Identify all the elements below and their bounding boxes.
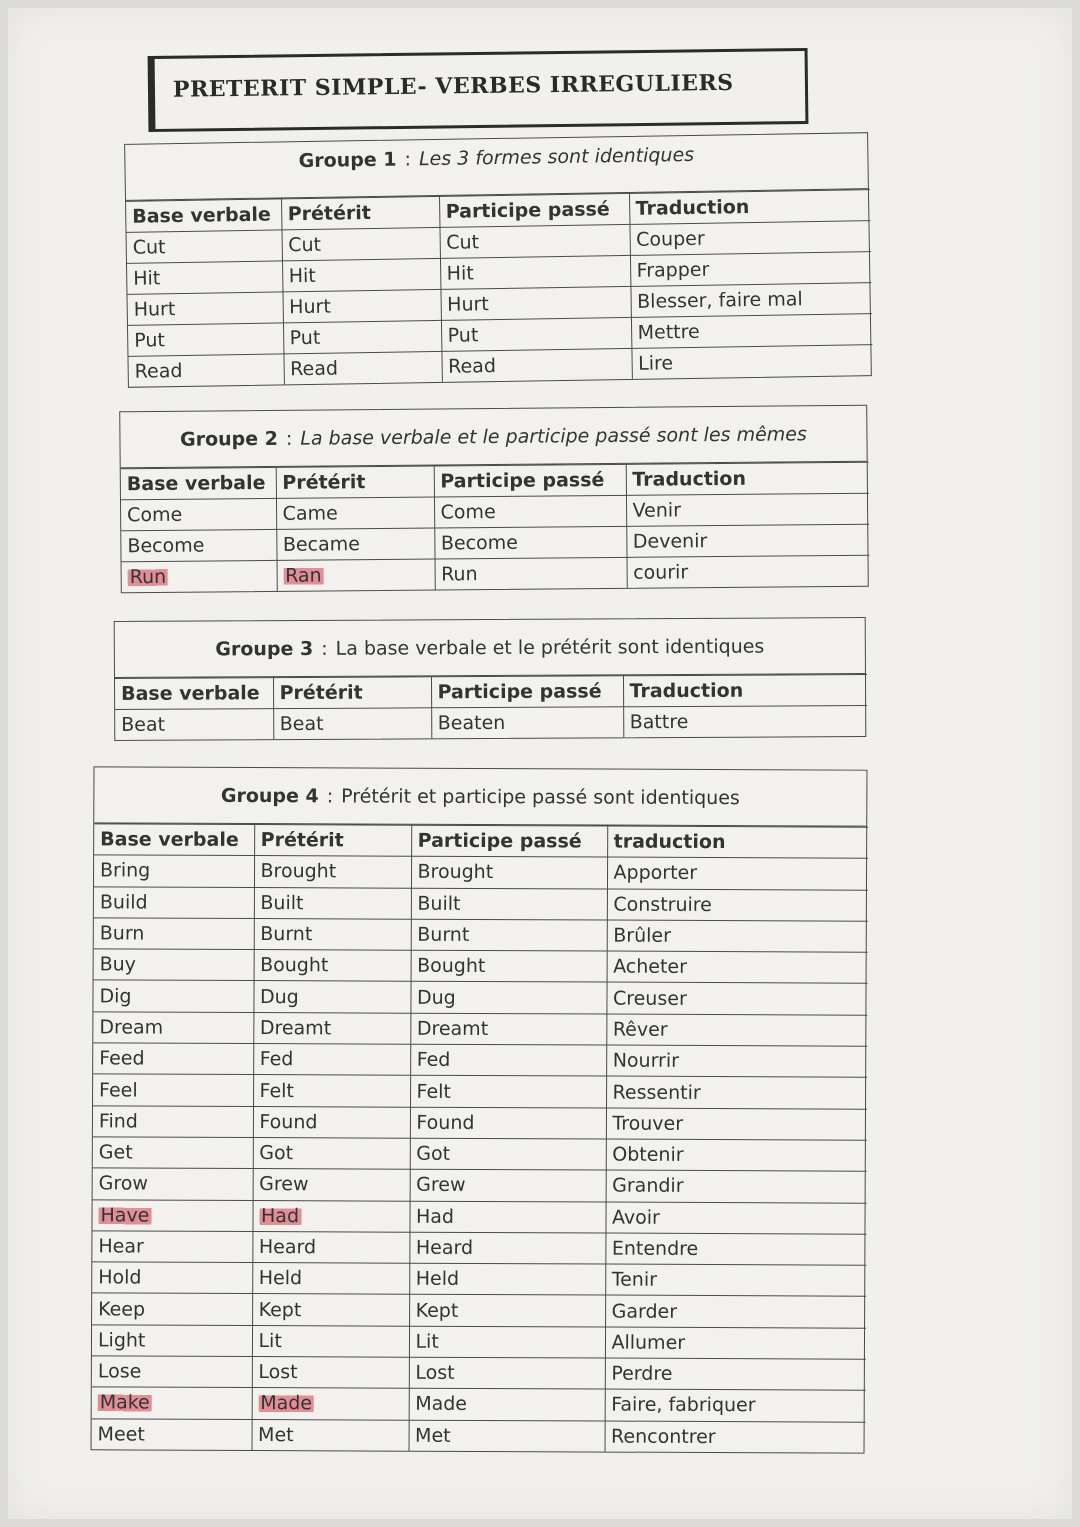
table-cell [252,1231,409,1263]
table-cell [253,981,410,1013]
table-cell [606,1170,867,1202]
table-cell [409,1420,605,1452]
group-description: Les 3 formes sont identiques [418,143,695,171]
table-cell [431,707,623,739]
cell-text: Dig [99,984,132,1008]
table-cell [283,320,441,353]
cell-text: Entendre [611,1237,699,1260]
table-cell [253,1012,410,1044]
cell-text: Brought [417,861,494,884]
table-row [93,1137,867,1172]
table-row [93,1168,867,1203]
cell-text: Held [415,1268,460,1291]
column-header: Base verbale [121,467,276,499]
cell-text: Put [134,329,166,352]
group-label: Groupe 2 [179,427,279,451]
table-cell [253,1044,410,1076]
table-cell [93,1168,253,1200]
table-cell [410,1138,606,1170]
table-row [122,555,870,592]
table-cell [605,1389,866,1421]
cell-text: Battre [629,710,689,734]
verb-table [115,674,867,740]
cell-text: Grew [416,1174,466,1197]
table-cell [605,1421,866,1453]
cell-text: Ran [285,564,322,587]
cell-text: Felt [416,1080,451,1103]
table-cell [254,887,411,919]
cell-text: Feed [99,1047,145,1070]
column-header: Participe passé [434,464,626,497]
table-cell [253,1106,410,1138]
table-cell [607,920,868,952]
cell-text: Venir [632,499,682,522]
table-cell [252,1325,409,1357]
cell-text: Avoir [611,1206,660,1229]
cell-text: Bring [99,859,151,883]
cell-text: Rêver [612,1018,668,1041]
cell-text: Light [97,1329,146,1352]
table-cell [254,856,411,888]
cell-text: Blesser, faire mal [637,288,803,313]
table-cell [121,498,276,530]
cell-text: Burnt [260,923,313,946]
table-cell [92,1387,252,1419]
table-cell [630,252,871,287]
cell-text: Hurt [447,293,489,316]
cell-text: Heard [415,1236,474,1259]
cell-text: Dream [99,1016,164,1039]
cell-text: Burn [99,922,145,945]
column-header: Traduction [623,675,867,707]
cell-text: Nourrir [612,1049,680,1073]
cell-text: Lost [415,1361,455,1385]
table-row [94,886,868,921]
cell-text: Had [260,1204,300,1227]
table-cell [441,317,631,351]
table-cell [94,949,254,981]
cell-text: Keep [98,1297,146,1321]
group-description: La base verbale et le participe passé sont les mêmes [300,422,807,450]
column-header: Participe passé [439,193,629,227]
table-cell [252,1388,409,1420]
verb-table [92,823,869,1452]
table-row [92,1231,866,1266]
table-cell [93,1043,253,1075]
cell-text: Heard [258,1236,317,1259]
cell-text: Rencontrer [611,1425,716,1448]
cell-text: Obtenir [612,1143,684,1167]
table-cell [607,857,868,889]
cell-text: Made [260,1392,313,1415]
table-cell [607,951,868,983]
table-cell [127,230,282,263]
column-header: Traduction [626,462,869,495]
cell-text: Burnt [417,923,470,946]
cell-text: Acheter [613,955,687,979]
table-cell [410,1013,606,1045]
cell-text: Have [100,1204,150,1227]
table-cell [626,524,869,557]
table-cell [127,261,282,294]
cell-text: Felt [259,1079,294,1102]
cell-text: Met [415,1424,451,1447]
cell-text: Lire [637,352,674,375]
column-header: Base verbale [94,824,254,856]
cell-text: Come [440,500,496,524]
group-4-table [91,766,868,1453]
cell-text: Make [99,1391,150,1415]
table-cell [409,1389,605,1421]
table-cell [92,1418,252,1449]
cell-text: Become [440,531,518,555]
cell-text: Put [447,324,479,347]
table-cell [128,354,283,387]
group-label: Groupe 3 [215,637,314,660]
table-row [93,980,867,1015]
cell-text: Beat [279,712,324,736]
group-heading [120,406,866,469]
group-separator: : [321,637,328,660]
cell-text: Buy [99,953,137,976]
cell-text: Run [441,563,478,586]
table-cell [439,224,629,258]
table-row [92,1262,866,1297]
table-cell [606,1014,867,1046]
table-cell [411,950,607,982]
cell-text: Became [282,533,361,556]
table-cell [253,1075,410,1107]
table-cell [122,560,277,592]
column-header: Participe passé [431,676,623,708]
cell-text: Found [259,1110,318,1134]
verb-table [126,189,873,387]
table-cell [254,950,411,982]
table-cell [623,706,867,738]
cell-text: Bought [417,955,486,978]
cell-text: Built [417,892,461,915]
table-cell [411,856,607,888]
table-cell [276,497,434,529]
table-cell [409,1232,605,1264]
cell-text: Tenir [611,1268,658,1292]
cell-text: Creuser [612,987,687,1010]
cell-text: Cut [132,236,166,259]
table-cell [606,1076,867,1108]
group-separator: : [326,784,334,807]
column-header: Base verbale [126,199,281,232]
table-cell [605,1264,866,1296]
table-cell [92,1231,252,1263]
cell-text: Dreamt [259,1016,332,1040]
table-cell [92,1293,252,1325]
cell-text: Made [415,1393,468,1416]
group-separator: : [285,427,293,450]
cell-text: Dreamt [416,1017,489,1040]
table-cell [254,918,411,950]
table-cell [409,1326,605,1358]
table-cell [605,1296,866,1328]
cell-text: Brûler [613,924,671,947]
table-header-row [115,675,867,710]
table-cell [605,1233,866,1265]
table-row [94,949,868,984]
table-row [92,1325,866,1360]
table-cell [410,1076,606,1108]
group-label: Groupe 1 [298,148,397,173]
table-cell [92,1199,252,1231]
cell-text: Dug [416,986,456,1009]
group-heading [94,767,866,826]
table-cell [253,1137,410,1169]
table-cell [93,1074,253,1106]
group-label: Groupe 4 [220,784,319,807]
cell-text: Had [415,1205,455,1228]
cell-text: Hit [133,267,161,290]
cell-text: Grandir [612,1174,684,1198]
table-row [93,1105,867,1140]
cell-text: Cut [446,231,480,254]
cell-text: Fed [259,1048,294,1071]
group-description: Prétérit et participe passé sont identiques [341,784,740,809]
cell-text: Grew [259,1173,309,1196]
cell-text: Allumer [611,1331,686,1354]
table-cell [128,323,283,356]
table-cell [282,258,440,291]
table-cell [409,1201,605,1233]
group-heading [115,618,865,678]
cell-text: Kept [258,1298,302,1321]
table-cell [94,886,254,918]
table-cell [115,709,273,740]
table-cell [93,1012,253,1044]
cell-text: Frapper [636,258,710,282]
cell-text: Dug [259,985,299,1008]
group-1-table [124,132,872,388]
table-row [115,706,867,740]
table-cell [434,495,626,528]
table-row [92,1418,866,1452]
column-header: Participe passé [411,825,607,857]
cell-text: Hit [446,262,474,285]
table-row [94,918,868,953]
table-cell [440,286,630,320]
table-cell [93,1137,253,1169]
verb-table [121,462,870,593]
table-cell [411,888,607,920]
cell-text: Faire, fabriquer [611,1394,756,1417]
table-row [92,1293,866,1328]
cell-text: courir [633,561,689,584]
table-cell [409,1263,605,1295]
table-cell [630,283,871,318]
cell-text: Beat [121,713,166,736]
table-cell [253,1169,410,1201]
cell-text: Got [416,1142,451,1165]
cell-text: Kept [415,1299,459,1322]
cell-text: Read [134,359,183,383]
cell-text: Mettre [637,320,700,344]
table-row [93,1074,867,1109]
cell-text: Become [127,534,205,558]
table-cell [283,351,441,384]
cell-text: Hurt [133,298,176,321]
table-cell [252,1357,409,1389]
cell-text: Hurt [289,295,331,319]
title-box [148,48,809,132]
cell-text: Held [258,1267,303,1290]
cell-text: Find [98,1110,138,1133]
table-cell [252,1294,409,1326]
cell-text: Came [282,502,338,525]
table-cell [94,855,254,887]
table-row [92,1199,866,1234]
table-cell [92,1262,252,1294]
column-header: Base verbale [115,678,273,710]
cell-text: Lost [258,1361,298,1384]
cell-text: Lose [97,1360,142,1383]
column-header: traduction [607,826,868,858]
table-cell [410,1044,606,1076]
group-2-table [119,405,869,594]
document-page [8,8,1072,1519]
cell-text: Cut [288,233,322,257]
table-cell [629,221,870,256]
cell-text: Lit [415,1330,439,1353]
table-cell [252,1419,409,1450]
cell-text: Bought [260,954,329,977]
column-header: Prétérit [276,466,434,498]
cell-text: Read [290,357,339,381]
table-cell [440,255,630,289]
cell-text: Ressentir [612,1081,701,1104]
group-description: La base verbale et le prétérit sont identiques [335,635,765,660]
cell-text: Feel [99,1078,138,1102]
table-cell [607,889,868,921]
table-cell [411,919,607,951]
table-cell [606,1108,867,1140]
table-cell [605,1358,866,1390]
table-cell [282,227,440,260]
table-cell [93,980,253,1012]
table-cell [409,1357,605,1389]
table-cell [410,982,606,1014]
table-header-row [94,824,868,859]
cell-text: Lit [258,1329,282,1353]
table-cell [631,314,872,349]
group-separator: : [404,148,412,171]
cell-text: Beaten [437,711,506,735]
cell-text: Perdre [611,1362,673,1386]
table-cell [94,918,254,950]
table-cell [410,1107,606,1139]
column-header: Prétérit [281,196,439,229]
table-row [94,855,868,890]
table-row [93,1012,867,1047]
cell-text: Hit [288,264,316,288]
cell-text: Met [258,1423,294,1446]
group-3-table [114,617,867,741]
table-cell [282,289,440,322]
cell-text: Apporter [613,862,698,885]
cell-text: Couper [636,227,705,251]
table-cell [276,528,434,560]
table-cell [273,708,431,739]
cell-text: Fed [416,1048,451,1072]
cell-text: Meet [97,1423,145,1446]
column-header: Prétérit [273,677,431,709]
cell-text: Hear [98,1235,144,1258]
cell-text: Run [129,565,167,589]
cell-text: Hold [98,1266,142,1289]
table-row [92,1356,866,1391]
cell-text: Brought [260,860,337,883]
cell-text: Grow [98,1172,149,1195]
cell-text: Construire [613,893,712,916]
cell-text: Put [289,326,321,350]
cell-text: Got [259,1142,294,1165]
table-cell [252,1200,409,1232]
cell-text: Come [127,503,183,527]
table-cell [252,1263,409,1295]
table-cell [606,983,867,1015]
table-cell [627,555,870,588]
cell-text: Found [416,1111,475,1134]
cell-text: Garder [611,1300,678,1323]
table-cell [435,557,627,589]
table-row [92,1387,866,1422]
column-header: Traduction [629,190,870,225]
table-cell [606,1139,867,1171]
table-cell [605,1202,866,1234]
table-cell [92,1356,252,1388]
table-cell [410,1169,606,1201]
table-cell [92,1325,252,1357]
cell-text: Build [99,891,148,914]
cell-text: Devenir [632,530,708,553]
table-cell [626,493,869,526]
table-cell [631,345,872,379]
table-row [93,1043,867,1078]
cell-text: Read [447,355,497,378]
table-cell [409,1295,605,1327]
cell-text: Trouver [612,1112,684,1135]
table-cell [93,1105,253,1137]
column-header: Prétérit [254,825,411,857]
page-title: PRETERIT SIMPLE- VERBES IRREGULIERS [172,69,734,103]
cell-text: Built [260,891,304,914]
table-cell [434,526,626,559]
table-cell [606,1045,867,1077]
table-cell [441,348,631,381]
table-cell [121,529,276,561]
table-cell [277,559,435,591]
cell-text: Get [98,1141,133,1164]
table-cell [605,1327,866,1359]
table-cell [127,292,282,325]
